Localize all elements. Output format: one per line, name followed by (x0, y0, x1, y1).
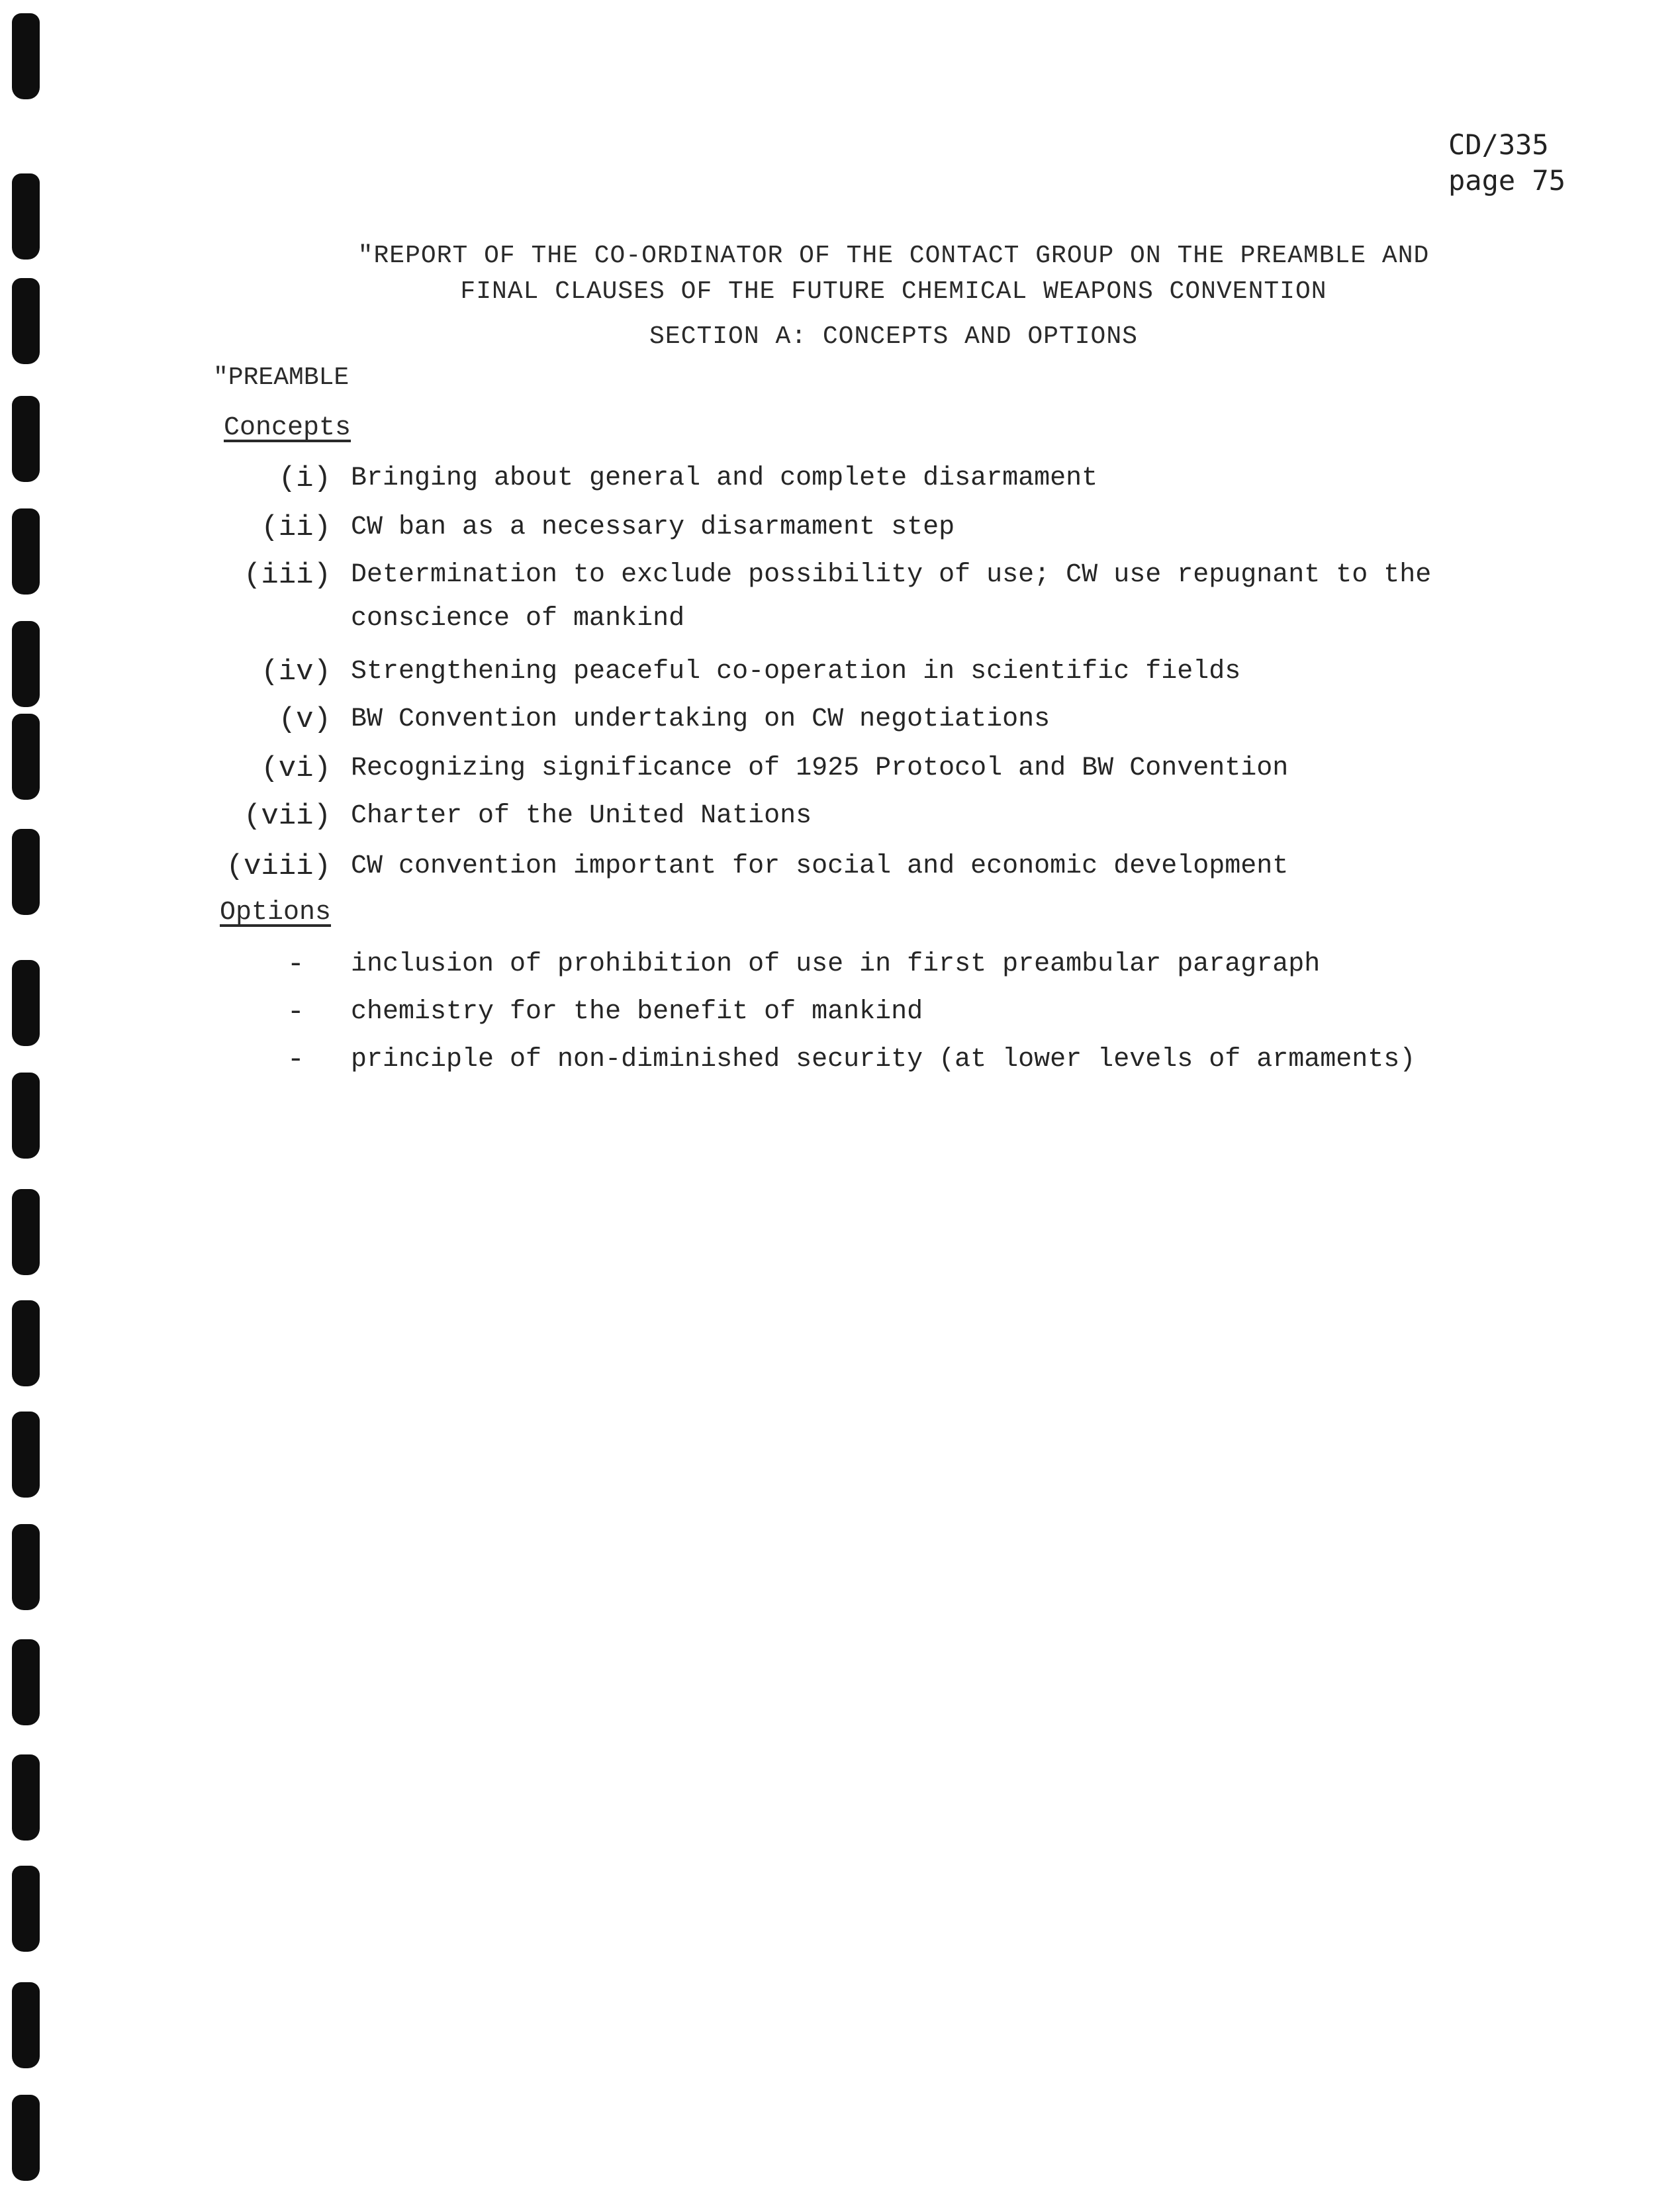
binding-hole (12, 13, 40, 99)
options-heading: Options (220, 898, 332, 928)
document-reference (1448, 127, 1565, 199)
concept-number: (v) (278, 703, 331, 736)
concept-text: Determination to exclude possibility of use; CW use repugnant to the conscience of mankind (351, 560, 1432, 634)
concept-text: Charter of the United Nations (351, 801, 812, 831)
binding-holes (5, 0, 52, 2204)
binding-hole (12, 1982, 40, 2068)
binding-hole (12, 1524, 40, 1610)
option-text: chemistry for the benefit of mankind (351, 997, 923, 1027)
concept-text: CW convention important for social and economic development (351, 851, 1289, 881)
binding-hole (12, 2095, 40, 2181)
concept-text: Bringing about general and complete disarmament (351, 463, 1098, 493)
binding-hole (12, 1412, 40, 1498)
binding-hole (12, 960, 40, 1046)
page-number: page 75 (1448, 164, 1566, 197)
binding-hole (12, 278, 40, 364)
binding-hole (12, 1866, 40, 1952)
concept-number: (iv) (261, 655, 331, 689)
report-title (304, 238, 1483, 310)
concepts-heading: Concepts (224, 413, 351, 443)
concept-number: (i) (278, 462, 331, 495)
binding-hole (12, 508, 40, 595)
title-line-1: "REPORT OF THE CO-ORDINATOR OF THE CONTACT GROUP ON THE PREAMBLE AND (357, 242, 1430, 270)
title-line-2: FINAL CLAUSES OF THE FUTURE CHEMICAL WEAPONS CONVENTION (460, 277, 1327, 306)
concept-number: (vi) (261, 752, 331, 785)
option-text: inclusion of prohibition of use in first preambular paragraph (351, 949, 1321, 979)
concept-text: Strengthening peaceful co-operation in scientific fields (351, 657, 1241, 687)
binding-hole (12, 1754, 40, 1841)
concept-number: (viii) (226, 850, 331, 883)
preamble-heading: "PREAMBLE (213, 363, 350, 392)
concept-text: Recognizing significance of 1925 Protocol and BW Convention (351, 753, 1289, 783)
option-bullet: - (287, 1043, 304, 1077)
binding-hole (12, 396, 40, 482)
concept-text: BW Convention undertaking on CW negotiations (351, 704, 1050, 734)
concept-number: (vii) (243, 800, 331, 833)
binding-hole (12, 1639, 40, 1725)
section-title: SECTION A: CONCEPTS AND OPTIONS (649, 322, 1138, 351)
binding-hole (12, 829, 40, 915)
option-bullet: - (287, 996, 304, 1029)
option-text: principle of non-diminished security (at lower levels of armaments) (351, 1045, 1416, 1075)
doc-ref-number: CD/335 (1448, 128, 1549, 161)
concept-number: (ii) (261, 511, 331, 544)
concept-text: CW ban as a necessary disarmament step (351, 512, 955, 542)
binding-hole (12, 173, 40, 260)
concept-number: (iii) (243, 559, 331, 592)
binding-hole (12, 621, 40, 707)
option-bullet: - (287, 948, 304, 981)
binding-hole (12, 1189, 40, 1275)
binding-hole (12, 1300, 40, 1386)
binding-hole (12, 1073, 40, 1159)
binding-hole (12, 714, 40, 800)
